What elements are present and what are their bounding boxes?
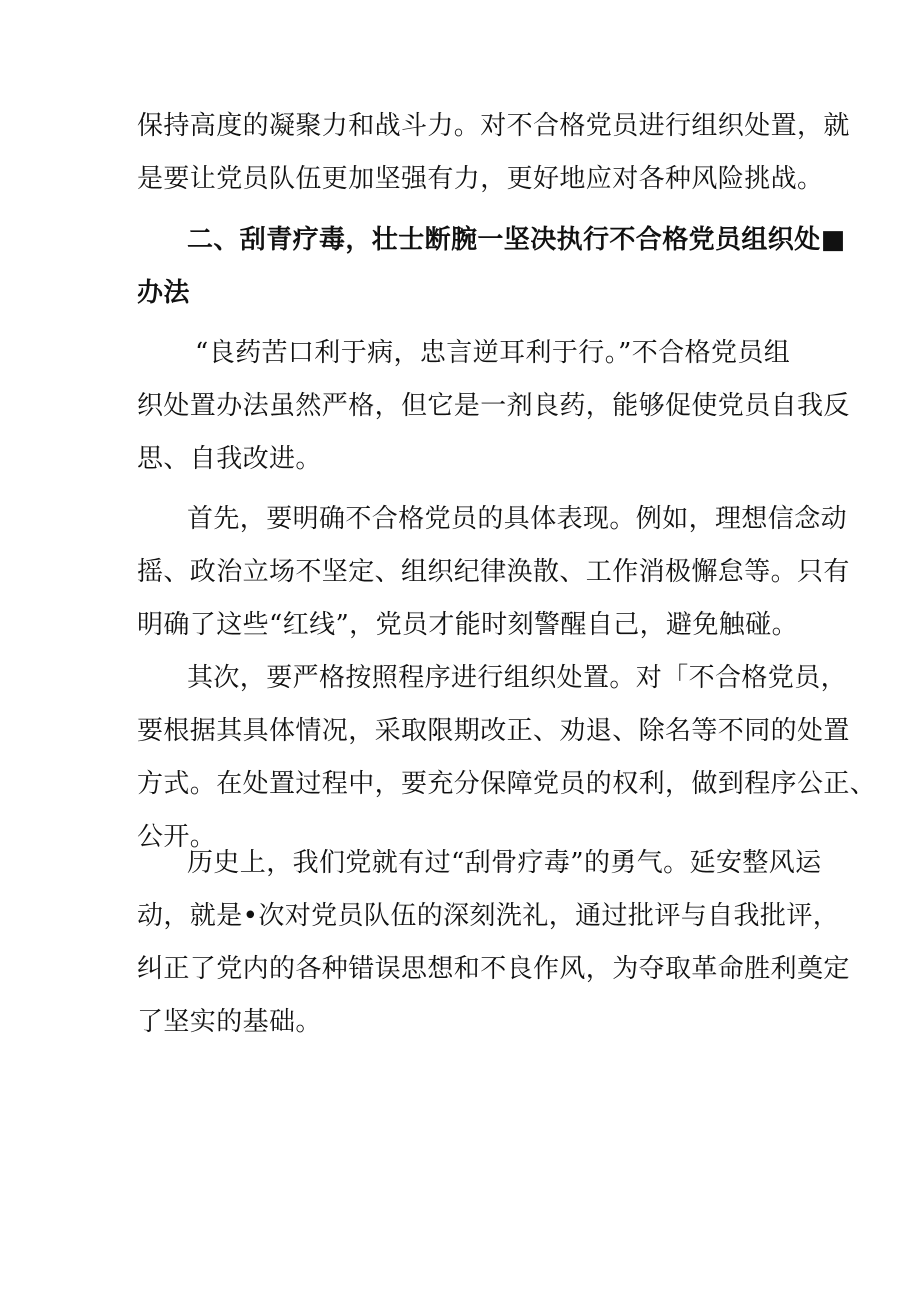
- heading-2-line-2: 办法: [137, 278, 190, 308]
- paragraph-3-line-1: 首先，要明确不合格党员的具体表现。例如，理想信念动: [187, 504, 848, 534]
- paragraph-5-line-4: 了坚实的基础。: [137, 1007, 322, 1037]
- paragraph-4-line-4: 公开。: [137, 822, 217, 852]
- paragraph-4-line-3: 方式。在处置过程中，要充分保障党员的权利，做到程序公正、: [137, 769, 877, 799]
- paragraph-4-line-1: 其次，要严格按照程序进行组织处置。对「不合格党员，: [187, 663, 848, 693]
- heading-2-line-1: 二、刮青疗毒，壮士断腕一坚决执行不合格党员组织处■: [187, 225, 846, 255]
- paragraph-5: [137, 837, 850, 1049]
- paragraph-3: [137, 493, 850, 652]
- paragraph-5-line-1: 历史上，我们党就有过“刮骨疗毒”的勇气。延安整风运: [187, 848, 822, 878]
- paragraph-2-line-1: “良药苦口利于病，忠言逆耳利于行。”不合格党员组: [195, 338, 791, 368]
- paragraph-2-line-3: 思、自我改进。: [137, 444, 322, 474]
- paragraph-2: [137, 327, 850, 486]
- paragraph-1-line-2: 是要让党员队伍更加坚强有力，更好地应对各种风险挑战。: [137, 164, 824, 194]
- paragraph-5-line-2: 动，就是•次对党员队伍的深刻洗礼，通过批评与自我批评，: [137, 901, 840, 931]
- paragraph-4: [137, 652, 877, 864]
- paragraph-4-line-2: 要根据其具体情况，采取限期改正、劝退、除名等不同的处置: [137, 716, 850, 746]
- paragraph-3-line-3: 明确了这些“红线”，党员才能时刻警醒自己，避免触碰。: [137, 610, 798, 640]
- section-heading-2: [137, 214, 846, 320]
- paragraph-5-line-3: 纠正了党内的各种错误思想和不良作风，为夺取革命胜利奠定: [137, 954, 850, 984]
- paragraph-1: [137, 100, 850, 206]
- paragraph-1-line-1: 保持高度的凝聚力和战斗力。对不合格党员进行组织处置，就: [137, 111, 850, 141]
- paragraph-3-line-2: 摇、政治立场不坚定、组织纪律涣散、工作消极懈怠等。只有: [137, 557, 850, 587]
- paragraph-2-line-2: 织处置办法虽然严格，但它是一剂良药，能够促使党员自我反: [137, 391, 850, 421]
